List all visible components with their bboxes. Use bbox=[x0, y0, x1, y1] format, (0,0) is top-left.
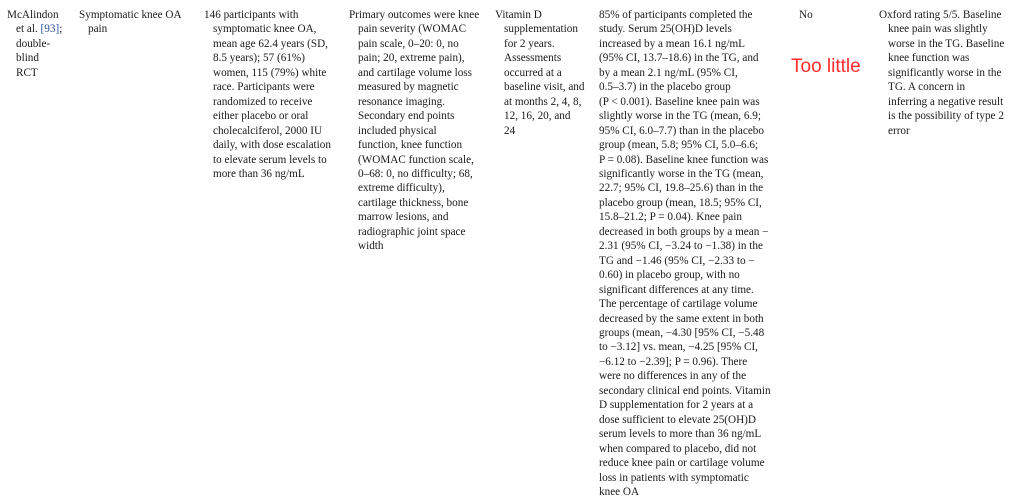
cell-line: decreased in both groups by a mean − bbox=[599, 225, 769, 238]
cell-line: supplementation bbox=[504, 23, 578, 36]
cell-line: more than 36 ng/mL bbox=[213, 167, 305, 180]
cell-line: serum levels to more than 36 ng/mL bbox=[599, 428, 762, 441]
outcomes-cell bbox=[349, 8, 489, 254]
cell-line: −6.12 to −2.39]; P = 0.96). There bbox=[599, 355, 748, 368]
cell-line: slightly worse in the TG (mean, 6.9; bbox=[599, 110, 761, 123]
cell-line: study. Serum 25(OH)D levels bbox=[599, 23, 732, 36]
study-authors-text: et al. bbox=[16, 23, 41, 36]
cell-line: dose sufficient to elevate 25(OH)D bbox=[599, 413, 756, 426]
cell-line: 22.7; 95% CI, 19.8–25.6) than in the bbox=[599, 182, 764, 195]
cell-line: P = 0.08). Baseline knee function was bbox=[599, 153, 769, 166]
cell-line: No bbox=[799, 9, 813, 21]
cell-line: knee OA bbox=[599, 485, 640, 498]
cell-line: D supplementation for 2 years at a bbox=[599, 399, 754, 412]
cell-line: radiographic joint space bbox=[358, 225, 466, 238]
cell-line: group (mean, 5.8; 95% CI, 5.0–6.6; bbox=[599, 139, 759, 152]
reference-link[interactable]: [93] bbox=[40, 23, 60, 36]
cell-line: significantly worse in the bbox=[888, 66, 1002, 79]
cell-line: by a mean 2.1 ng/mL (95% CI, bbox=[599, 66, 738, 79]
cell-line: placebo group (mean, 18.5; 95% CI, bbox=[599, 196, 762, 209]
cell-line: pain severity (WOMAC bbox=[358, 23, 467, 36]
population-cell bbox=[79, 8, 197, 37]
cell-line: were no differences in any of the bbox=[599, 370, 747, 383]
cell-line: pain bbox=[88, 23, 108, 36]
cell-line: knee function was bbox=[888, 52, 970, 65]
cell-line: resonance imaging. bbox=[358, 95, 445, 108]
cell-line: symptomatic knee OA, bbox=[213, 23, 317, 36]
cell-line: 95% CI, 6.0–7.7) than in the placebo bbox=[599, 124, 764, 137]
cell-line: Assessments bbox=[504, 52, 562, 65]
cell-line: 2.31 (95% CI, −3.24 to −1.38) in the bbox=[599, 240, 763, 253]
cell-line: significantly worse in the TG (mean, bbox=[599, 167, 764, 180]
cell-line: mean age 62.4 years (SD, bbox=[213, 37, 328, 50]
quality-cell bbox=[879, 8, 1019, 138]
cell-line: 24 bbox=[504, 124, 516, 137]
cell-line: significant differences at any time. bbox=[599, 283, 754, 296]
study-line bbox=[7, 22, 73, 36]
cell-line: groups (mean, −4.30 [95% CI, −5.48 bbox=[599, 326, 765, 339]
cell-line: error bbox=[888, 124, 910, 137]
cell-line: when compared to placebo, did not bbox=[599, 442, 757, 455]
cell-line: extreme difficulty), bbox=[358, 182, 445, 195]
results-cell bbox=[599, 8, 787, 499]
cell-line: width bbox=[358, 240, 384, 253]
cell-line: (95% CI, 13.7–18.6) in the TG, and bbox=[599, 52, 759, 65]
cell-line: pain; 20, extreme pain), bbox=[358, 52, 465, 65]
cell-line: Oxford rating 5/5. Baseline bbox=[879, 9, 1002, 21]
cell-line: cartilage thickness, bone bbox=[358, 196, 469, 209]
cell-line: (P < 0.001). Baseline knee pain was bbox=[599, 95, 760, 108]
cell-line: worse in the TG. Baseline bbox=[888, 37, 1005, 50]
participants-cell bbox=[204, 8, 344, 181]
cell-line: Vitamin D bbox=[495, 9, 542, 21]
cell-line: marrow lesions, and bbox=[358, 211, 449, 224]
intervention-cell bbox=[495, 8, 590, 138]
cell-line: 15.8–21.2; P = 0.04). Knee pain bbox=[599, 211, 742, 224]
cell-line: daily, with dose escalation bbox=[213, 139, 331, 152]
cell-line: randomized to receive bbox=[213, 95, 313, 108]
study-cell bbox=[7, 8, 73, 80]
cell-line: TG. A concern in bbox=[888, 81, 966, 94]
cell-line: 0.60) in placebo group, with no bbox=[599, 269, 740, 282]
cell-line: Secondary end points bbox=[358, 110, 455, 123]
handwritten-annotation: Too little bbox=[791, 56, 861, 77]
study-line: RCT bbox=[16, 66, 38, 79]
cell-line: 0–68: 0, no difficulty; 68, bbox=[358, 167, 473, 180]
study-semicolon: ; bbox=[59, 23, 63, 36]
cell-line: baseline visit, and bbox=[504, 81, 585, 94]
cell-line: included physical bbox=[358, 124, 437, 137]
study-line: double- bbox=[16, 37, 51, 50]
cell-line: Primary outcomes were knee bbox=[349, 9, 480, 21]
cell-line: knee pain was slightly bbox=[888, 23, 988, 36]
cell-line: at months 2, 4, 8, bbox=[504, 95, 582, 108]
cell-line: reduce knee pain or cartilage volume bbox=[599, 457, 765, 470]
cell-line: (WOMAC function scale, bbox=[358, 153, 474, 166]
cell-line: and cartilage volume loss bbox=[358, 66, 473, 79]
cell-line: secondary clinical end points. Vitamin bbox=[599, 384, 771, 397]
cell-line: 85% of participants completed the bbox=[599, 9, 753, 21]
cell-line: measured by magnetic bbox=[358, 81, 459, 94]
cell-line: women, 115 (79%) white bbox=[213, 66, 327, 79]
cell-line: inferring a negative result bbox=[888, 95, 1004, 108]
cell-line: function, knee function bbox=[358, 139, 463, 152]
study-line: blind bbox=[16, 52, 39, 65]
cell-line: 12, 16, 20, and bbox=[504, 110, 571, 123]
cell-line: pain scale, 0–20: 0, no bbox=[358, 37, 459, 50]
other-cell bbox=[799, 8, 859, 22]
cell-line: occurred at a bbox=[504, 66, 562, 79]
cell-line: cholecalciferol, 2000 IU bbox=[213, 124, 323, 137]
cell-line: decreased by the same extent in both bbox=[599, 312, 764, 325]
cell-line: loss in patients with symptomatic bbox=[599, 471, 749, 484]
study-line: McAlindon bbox=[7, 9, 59, 21]
cell-line: race. Participants were bbox=[213, 81, 315, 94]
cell-line: increased by a mean 16.1 ng/mL bbox=[599, 37, 746, 50]
cell-line: to elevate serum levels to bbox=[213, 153, 327, 166]
cell-line: either placebo or oral bbox=[213, 110, 309, 123]
cell-line: Symptomatic knee OA bbox=[79, 9, 182, 21]
cell-line: is the possibility of type 2 bbox=[888, 110, 1004, 123]
cell-line: for 2 years. bbox=[504, 37, 555, 50]
cell-line: 0.5–3.7) in the placebo group bbox=[599, 81, 731, 94]
cell-line: 146 participants with bbox=[204, 9, 299, 21]
cell-line: TG and −1.46 (95% CI, −2.33 to − bbox=[599, 254, 755, 267]
cell-line: to −3.12] vs. mean, −4.25 [95% CI, bbox=[599, 341, 758, 354]
cell-line: 8.5 years); 57 (61%) bbox=[213, 52, 305, 65]
cell-line: The percentage of cartilage volume bbox=[599, 298, 758, 311]
